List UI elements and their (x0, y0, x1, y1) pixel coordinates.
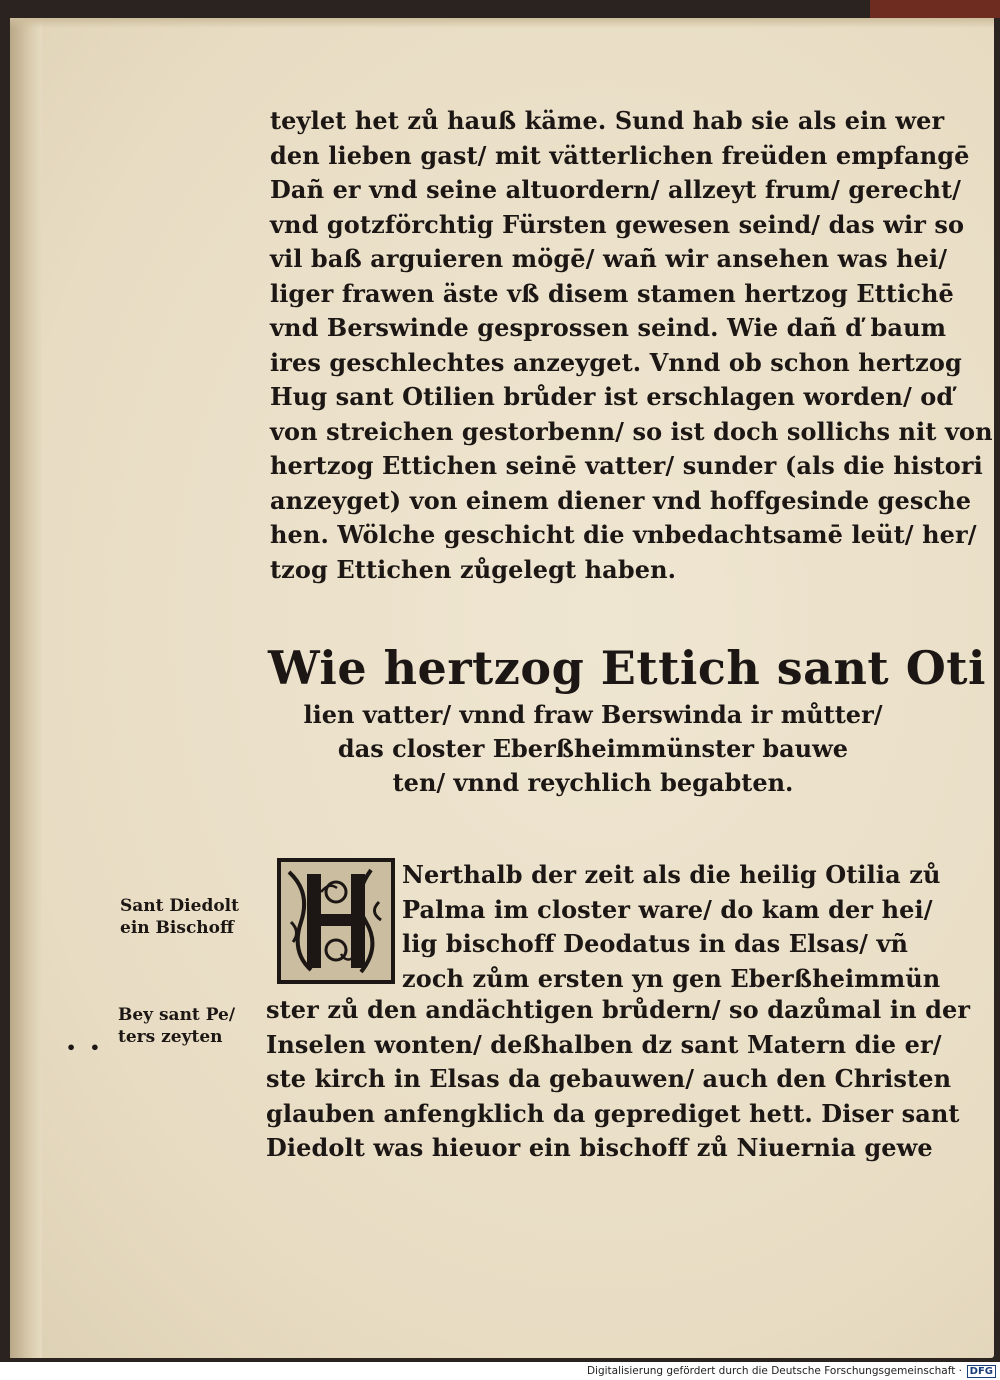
heading-line: das closter Eberßheimmünster bauwe (337, 734, 849, 763)
text-line: Hug sant Otilien brůder ist erschlagen worden/ oď (270, 382, 954, 411)
text-line: anzeyget) von einem diener vnd hoffgesinde gesche (270, 485, 972, 515)
chapter-heading (268, 638, 986, 800)
text-line: von streichen gestorbenn/ so ist doch sollichs nit von (270, 416, 993, 446)
page-top-edge (10, 18, 994, 28)
text-line: ste kirch in Elsas da gebauwen/ auch den Christen (266, 1064, 952, 1093)
margin-dots: • • (66, 1038, 105, 1057)
text-line: Dañ er vnd seine altuordern/ allzeyt frum/ gerecht/ (270, 175, 962, 204)
marginal-note (120, 895, 239, 939)
text-line: Nerthalb der zeit als die heilig Otilia zů (402, 860, 941, 889)
text-line: liger frawen äste vß disem stamen hertzog Ettichē (270, 278, 954, 308)
text-line: vil baß arguieren mögē/ wañ wir ansehen was hei/ (270, 244, 948, 273)
marginal-line: ein Bischoff (120, 918, 234, 938)
text-line: tzog Ettichen zůgelegt haben. (270, 554, 677, 584)
text-line: den lieben gast/ mit vätterlichen freüden empfangē (270, 140, 970, 170)
section-paragraph-start (402, 858, 941, 996)
text-line: teylet het zů hauß käme. Sund hab sie als ein wer (270, 106, 945, 135)
body-paragraph (270, 104, 993, 587)
heading-line: ten/ vnnd reychlich begabten. (392, 768, 794, 797)
text-line: zoch zům ersten yn gen Eberßheimmün (402, 963, 941, 993)
funding-notice: Digitalisierung gefördert durch die Deutsche Forschungsgemeinschaft · (586, 1365, 962, 1377)
initial-ornament (281, 862, 391, 980)
text-line: Inselen wonten/ deßhalben dz sant Matern die er/ (266, 1029, 942, 1059)
footer-bar (0, 1362, 1000, 1380)
marginal-line: Sant Diedolt (120, 896, 239, 916)
text-line: ster zů den andächtigen brůdern/ so dazůmal in der (266, 995, 971, 1024)
heading-line: lien vatter/ vnnd fraw Berswinda ir můtter/ (303, 700, 883, 729)
dfg-logo-icon: DFG (967, 1365, 996, 1378)
text-line: Diedolt was hieuor ein bischoff zů Niuernia gewe (266, 1133, 933, 1162)
text-line: glauben anfengklich da geprediget hett. Diser sant (266, 1098, 960, 1128)
text-line: lig bischoff Deodatus in das Elsas/ vñ (402, 929, 909, 958)
marginal-note (118, 1004, 235, 1048)
marginal-line: ters zeyten (118, 1027, 223, 1047)
text-line: Palma im closter ware/ do kam der hei/ (402, 894, 933, 924)
text-line: ires geschlechtes anzeyget. Vnnd ob schon hertzog (270, 347, 962, 377)
text-line: hertzog Ettichen seinē vatter/ sunder (als die histori (270, 451, 983, 480)
text-line: vnd Berswinde gesprossen seind. Wie dañ ď baum (270, 313, 947, 342)
heading-title: Wie hertzog Ettich sant Oti (268, 641, 986, 695)
decorated-initial-h-icon (277, 858, 395, 984)
section-paragraph-continued (266, 993, 971, 1166)
binding-corner (870, 0, 1000, 18)
marginal-line: Bey sant Pe/ (118, 1005, 236, 1025)
page-gutter-edge (10, 18, 42, 1358)
text-line: hen. Wölche geschicht die vnbedachtsamē leüt/ her/ (270, 520, 977, 549)
text-line: vnd gotzförchtig Fürsten gewesen seind/ das wir so (270, 209, 965, 239)
